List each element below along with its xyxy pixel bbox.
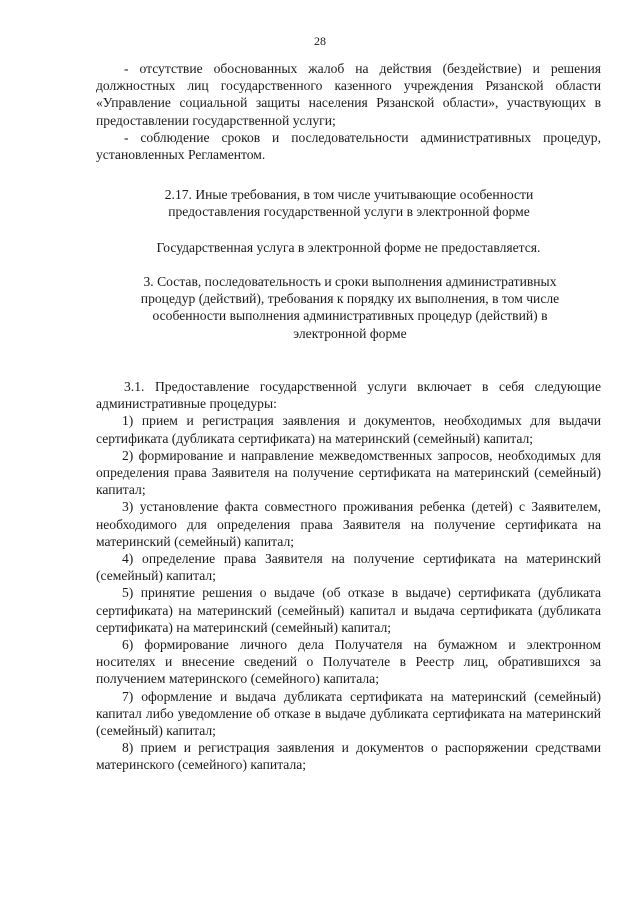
heading-section-3: 3. Состав, последовательность и сроки выполнения административных процедур (действий), требования к порядку их выполнения, в том числе особенности выполнения административных процедур (действий) в электронной форме [140, 274, 560, 341]
heading-2-17: 2.17. Иные требования, в том числе учитывающие особенности предоставления государственной услуги в электронной форме [164, 187, 534, 220]
page-number: 28 [314, 34, 326, 48]
section-3-1 [96, 378, 601, 774]
intro-paragraph: - соблюдение сроков и последовательности административных процедур, установленных Регламентом. [96, 129, 601, 163]
intro-paragraph: - отсутствие обоснованных жалоб на действия (бездействие) и решения должностных лиц государственного казенного учреждения Рязанской области «Управление социальной защиты населения Рязанской области», участвующих в предоставлении государственной услуги; [96, 61, 601, 128]
procedure-item: 7) оформление и выдача дубликата сертификата на материнский (семейный) капитал либо уведомление об отказе в выдаче дубликата сертификата на материнский (семейный) капитал; [96, 688, 601, 739]
electronic-form-note: Государственная услуга в электронной форме не предоставляется. [156, 240, 541, 255]
procedure-item: 5) принятие решения о выдаче (об отказе в выдаче) сертификата (дубликата сертификата) на материнский (семейный) капитал и выдача сертификата (дубликата сертификата) на материнский (семейный) капитал; [96, 585, 601, 635]
intro-block [96, 60, 601, 163]
procedure-item: 1) прием и регистрация заявления и документов, необходимых для выдачи сертификата (дубликата сертификата) на материнский (семейный) капитал; [96, 413, 601, 446]
procedure-item: 6) формирование личного дела Получателя на бумажном и электронном носителях и внесение сведений о Получателе в Реестр лиц, обратившихся за получением материнского (семейного) капитала; [96, 637, 601, 687]
section-3-1-intro: 3.1. Предоставление государственной услуги включает в себя следующие административные процедуры: [96, 379, 601, 412]
procedure-item: 8) прием и регистрация заявления и документов о распоряжении средствами материнского (семейного) капитала; [96, 740, 601, 773]
procedure-item: 2) формирование и направление межведомственных запросов, необходимых для определения права Заявителя на получение сертификата на материнский (семейный) капитал; [96, 447, 601, 498]
procedure-item: 4) определение права Заявителя на получение сертификата на материнский (семейный) капитал; [96, 551, 601, 584]
procedure-item: 3) установление факта совместного проживания ребенка (детей) с Заявителем, необходимого для определения права Заявителя на получение сертификата на материнский (семейный) капитал; [96, 499, 601, 549]
